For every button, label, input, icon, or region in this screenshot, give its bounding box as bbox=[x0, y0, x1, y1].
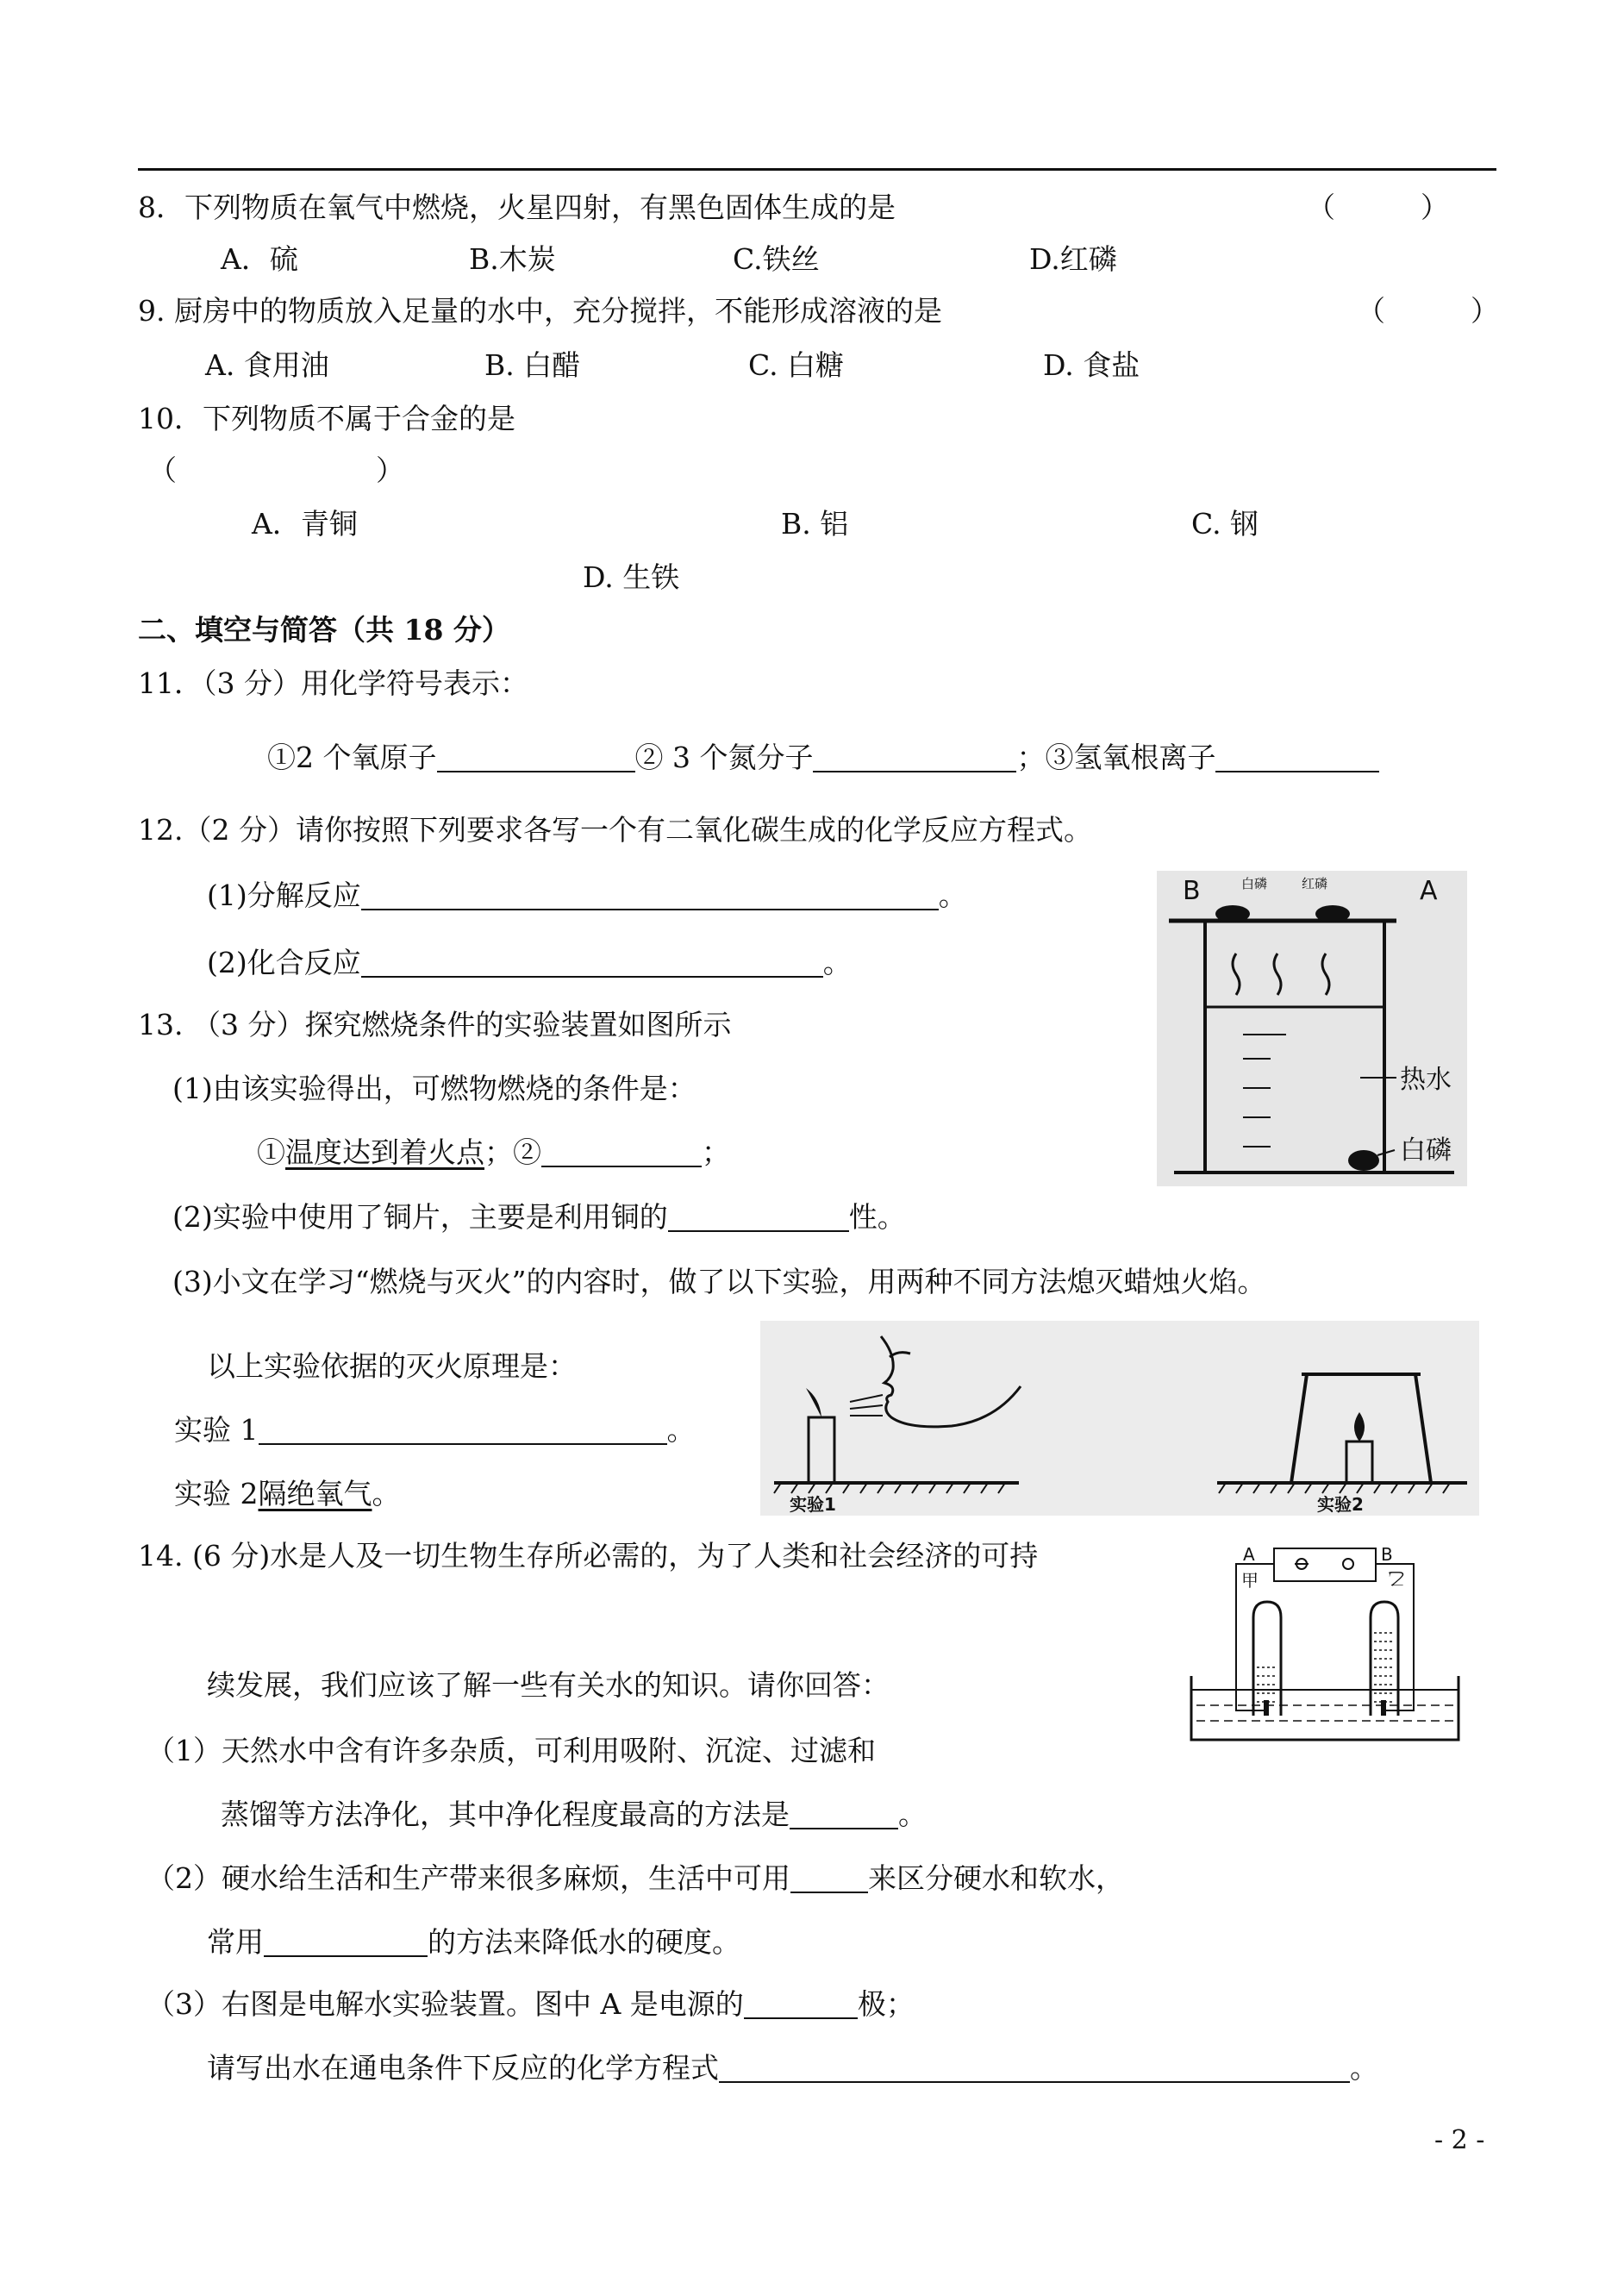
header-rule bbox=[138, 168, 1496, 171]
q13-exp2-answer: 隔绝氧气 bbox=[258, 1477, 372, 1510]
q13-sub2-pre: (2)实验中使用了铜片，主要是利用铜的 bbox=[172, 1200, 668, 1234]
q9-stem: 9. 厨房中的物质放入足量的水中，充分搅拌，不能形成溶液的是 bbox=[138, 294, 942, 328]
page-number: - 2 - bbox=[1434, 2125, 1485, 2155]
q13-exp1 bbox=[174, 1412, 696, 1448]
fig3-label-yi: 乙 bbox=[1388, 1568, 1405, 1589]
q14-p3a-pre: （3）右图是电解水实验装置。图中 A 是电源的 bbox=[147, 1987, 744, 2021]
q14-p1-end: 。 bbox=[898, 1798, 927, 1831]
q13-cond-mid: ；② bbox=[484, 1135, 541, 1169]
q8-stem: 8．下列物质在氧气中燃烧，火星四射，有黑色固体生成的是 bbox=[138, 191, 896, 224]
q14-blank-equation[interactable] bbox=[719, 2052, 1350, 2083]
q14-blank-pole[interactable] bbox=[744, 1988, 858, 2019]
q12-end-1: 。 bbox=[938, 879, 967, 912]
q12-end-2: 。 bbox=[822, 946, 852, 979]
q10-option-b: B. 铝 bbox=[781, 507, 849, 541]
q14-p2a-post: 来区分硬水和软水， bbox=[868, 1861, 1124, 1895]
q12-line-1 bbox=[207, 878, 967, 914]
q14-p1a: （1）天然水中含有许多杂质，可利用吸附、沉淀、过滤和 bbox=[147, 1734, 876, 1767]
fig1-label-a: A bbox=[1420, 876, 1438, 906]
q13-cond-prefix: ① bbox=[257, 1135, 285, 1169]
q14-blank-distinguish[interactable] bbox=[790, 1862, 868, 1893]
fig2-label-exp1: 实验1 bbox=[790, 1494, 836, 1515]
q13-sub2 bbox=[172, 1199, 906, 1235]
q13-sub1: (1)由该实验得出，可燃物燃烧的条件是： bbox=[172, 1072, 696, 1105]
q10-option-d: D. 生铁 bbox=[583, 560, 680, 594]
q14-p2b-pre: 常用 bbox=[207, 1925, 264, 1959]
q14-stem: 14. (6 分)水是人及一切生物生存所必需的，为了人类和社会经济的可持 bbox=[138, 1539, 1039, 1573]
q13-exp1-end: 。 bbox=[666, 1413, 696, 1447]
section-title: 二、填空与简答（共 18 分） bbox=[138, 613, 510, 647]
q14-p3a bbox=[147, 1986, 915, 2023]
q11-blank-1[interactable] bbox=[437, 741, 635, 772]
q11-sep: ； bbox=[1016, 741, 1046, 774]
fig3-label-a: A bbox=[1243, 1544, 1255, 1565]
q11-part2: ② 3 个氮分子 bbox=[634, 741, 814, 774]
q12-blank-2[interactable] bbox=[361, 947, 823, 978]
q13-blank-exp1[interactable] bbox=[259, 1414, 667, 1445]
q12-stem: 12.（2 分）请你按照下列要求各写一个有二氧化碳生成的化学反应方程式。 bbox=[138, 813, 1092, 847]
q11-blank-3[interactable] bbox=[1215, 741, 1379, 772]
q14-p2a bbox=[147, 1860, 1124, 1897]
q10-option-c: C. 钢 bbox=[1191, 507, 1259, 541]
q9-option-a: A. 食用油 bbox=[205, 348, 329, 382]
q14-p2b bbox=[207, 1924, 740, 1960]
q13-blank-copper[interactable] bbox=[668, 1201, 849, 1232]
fig1-label-b: B bbox=[1183, 876, 1201, 906]
fig3-label-b: B bbox=[1381, 1544, 1393, 1565]
q8-option-a: A．硫 bbox=[221, 242, 298, 276]
q14-p3-end: 。 bbox=[1350, 2051, 1378, 2085]
q12-blank-1[interactable] bbox=[361, 879, 939, 910]
q13-blank-cond2[interactable] bbox=[541, 1136, 702, 1167]
q10-option-a: A．青铜 bbox=[252, 507, 358, 541]
q14-blank-soften[interactable] bbox=[264, 1926, 428, 1957]
q12-part1: (1)分解反应 bbox=[207, 879, 361, 912]
q13-cond-end: ； bbox=[702, 1135, 730, 1169]
combustion-apparatus-figure bbox=[1157, 871, 1467, 1186]
q9-answer-paren: （ ） bbox=[1357, 294, 1499, 328]
fig1-red-phosphorus: 红磷 bbox=[1302, 876, 1328, 891]
q13-sub2-post: 性。 bbox=[848, 1200, 906, 1234]
q11-part3: ③氢氧根离子 bbox=[1045, 741, 1216, 774]
fig1-hot-water: 热水 bbox=[1400, 1065, 1452, 1095]
q13-exp2-end: 。 bbox=[372, 1477, 401, 1510]
q8-option-b: B.木炭 bbox=[469, 242, 556, 276]
q14-p1b-text: 蒸馏等方法净化，其中净化程度最高的方法是 bbox=[221, 1798, 790, 1831]
q14-p2a-pre: （2）硬水给生活和生产带来很多麻烦，生活中可用 bbox=[147, 1861, 790, 1895]
q13-sub3: (3)小文在学习“燃烧与灭火”的内容时，做了以下实验，用两种不同方法熄灭蜡烛火焰。 bbox=[172, 1265, 1266, 1298]
q12-line-2 bbox=[207, 945, 852, 981]
q14-stem-cont: 续发展，我们应该了解一些有关水的知识。请你回答： bbox=[207, 1668, 890, 1702]
q14-p3b-text: 请写出水在通电条件下反应的化学方程式 bbox=[207, 2051, 719, 2085]
electrolysis-apparatus-figure bbox=[1188, 1538, 1462, 1745]
q13-exp1-label: 实验 1 bbox=[174, 1413, 259, 1447]
q13-principle: 以上实验依据的灭火原理是： bbox=[207, 1349, 577, 1383]
q14-p3a-post: 极； bbox=[857, 1987, 915, 2021]
q13-cond1-answer: 温度达到着火点 bbox=[285, 1135, 484, 1169]
q11-blank-2[interactable] bbox=[813, 741, 1016, 772]
fig3-label-jia: 甲 bbox=[1241, 1570, 1259, 1591]
q13-stem: 13. （3 分）探究燃烧条件的实验装置如图所示 bbox=[138, 1008, 732, 1041]
q11-part1: ①2 个氧原子 bbox=[267, 741, 437, 774]
q11-line bbox=[267, 740, 1379, 776]
q10-stem: 10．下列物质不属于合金的是 bbox=[138, 402, 515, 435]
q14-blank-purify[interactable] bbox=[790, 1798, 898, 1829]
q9-option-c: C. 白糖 bbox=[748, 348, 845, 382]
q8-option-d: D.红磷 bbox=[1029, 242, 1117, 276]
q10-answer-paren: （ ） bbox=[148, 453, 404, 487]
q14-p1b bbox=[221, 1797, 927, 1833]
q13-exp2-label: 实验 2 bbox=[174, 1477, 259, 1510]
q9-option-d: D. 食盐 bbox=[1043, 348, 1140, 382]
q12-part2: (2)化合反应 bbox=[207, 946, 361, 979]
q14-p2b-post: 的方法来降低水的硬度。 bbox=[428, 1925, 740, 1959]
q9-option-b: B. 白醋 bbox=[484, 348, 581, 382]
q14-p3b bbox=[207, 2050, 1378, 2086]
q11-stem: 11．（3 分）用化学符号表示： bbox=[138, 666, 528, 700]
q13-exp2 bbox=[174, 1476, 401, 1512]
q13-conditions bbox=[257, 1135, 730, 1171]
fig1-white-phosphorus-2: 白磷 bbox=[1400, 1135, 1452, 1166]
fig2-label-exp2: 实验2 bbox=[1317, 1494, 1364, 1515]
fig1-white-phosphorus: 白磷 bbox=[1241, 876, 1268, 891]
candle-experiments-figure bbox=[760, 1321, 1479, 1516]
q8-option-c: C.铁丝 bbox=[733, 242, 820, 276]
q8-answer-paren: （ ） bbox=[1307, 191, 1449, 224]
